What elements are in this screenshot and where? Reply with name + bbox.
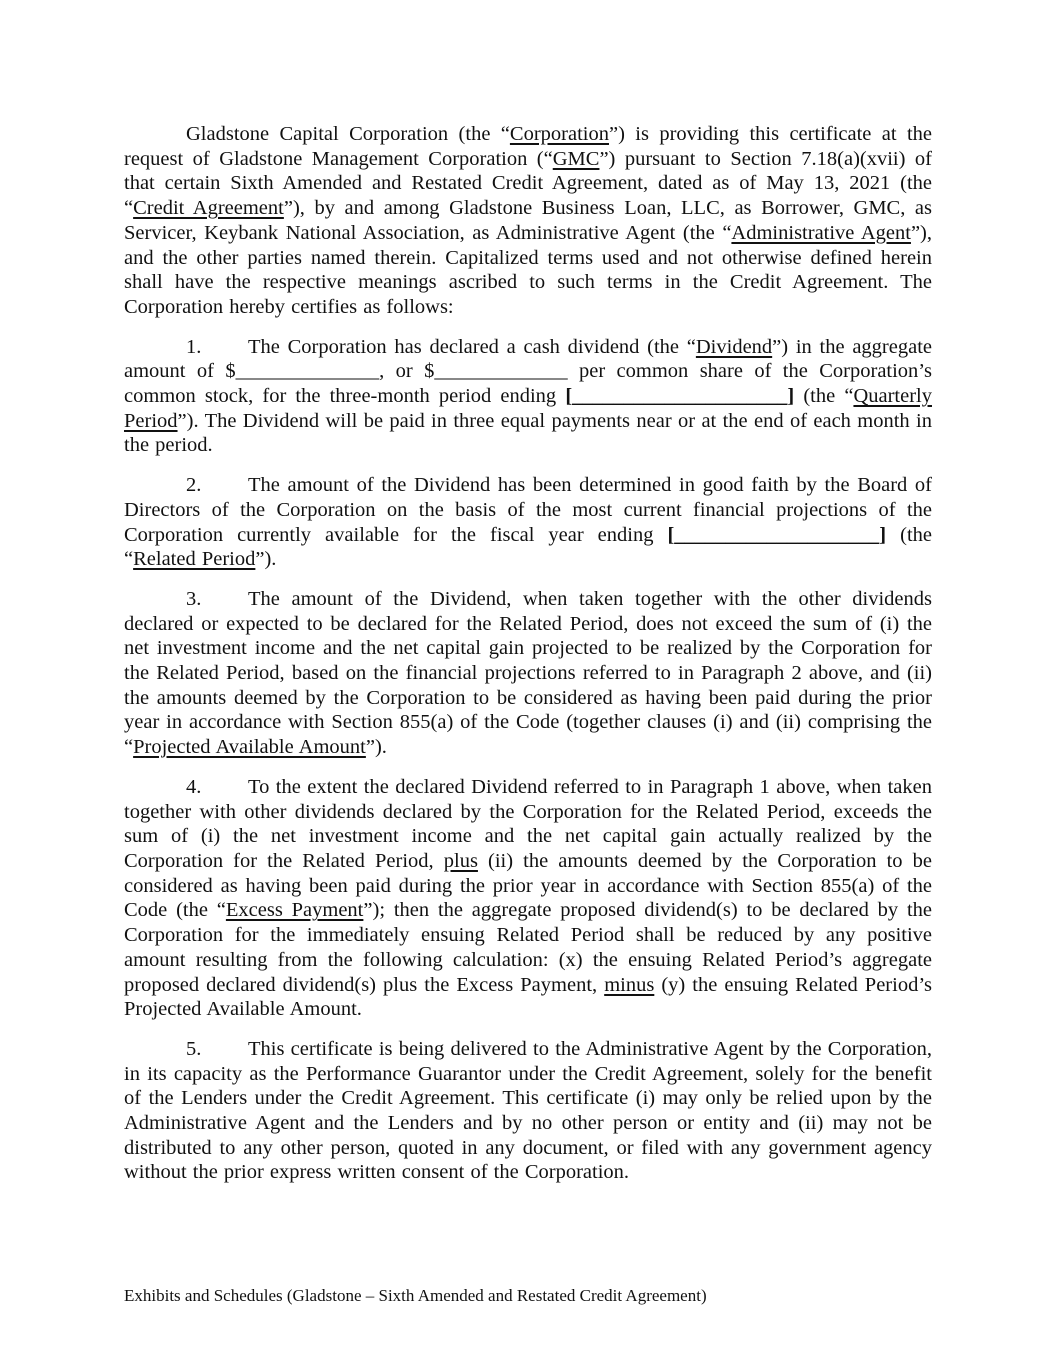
text-run: Administrative Agent — [731, 221, 911, 244]
text-run: ”), by and among Gladstone Business Loan, LLC, as Borrower, GMC, as Servicer, Keybank National Association, as Administrative Agent (the “ — [124, 197, 932, 244]
text-run: (the “ — [794, 385, 854, 408]
page-footer — [124, 1286, 707, 1306]
paragraph — [124, 335, 932, 459]
text-run: Projected Available Amount — [133, 736, 366, 759]
text-run: ”). The Dividend will be paid in three equal payments near or at the end of each month in the period. — [124, 409, 932, 457]
text-run: Corporation — [509, 123, 609, 145]
text-run: (y) the ensuing Related Period’s Projected Available Amount. — [124, 973, 933, 1021]
paragraph-number: 1. — [186, 335, 202, 358]
text-run: ”) is providing this certificate at the request of Gladstone Management Corporation (“ — [124, 123, 932, 170]
paragraph — [124, 473, 932, 572]
paragraph — [124, 587, 932, 760]
text-run: Credit Agreement — [133, 197, 284, 220]
text-run: ”) pursuant to Section 7.18(a)(xvii) of that certain Sixth Amended and Restated Credit Agreement, dated as of May 13, 2021 (the “ — [124, 147, 932, 220]
text-run: Gladstone Capital Corporation (the “ — [186, 123, 510, 145]
text-run: The amount of the Dividend, when taken together with the other dividends declared or expected to be declared for the Related Period, does not exceed the sum of (i) the net investment income and the net capital gain projected to be realized by the Corporation for the Related Period, based on the financial projections referred to in Paragraph 2 above, and (ii) the amounts deemed by the Corporation to be considered as having been paid during the prior year in accordance with Section 855(a) of the Code (together clauses (i) and (ii) comprising the “ — [124, 587, 932, 759]
document-body — [124, 122, 932, 1200]
text-run: The Corporation has declared a cash dividend (the “ — [248, 335, 696, 358]
text-run: To the extent the declared Dividend referred to in Paragraph 1 above, when taken together with other dividends declared by the Corporation for the Related Period, exceeds the sum of (i) the net investment income and the net capital gain actually realized by the Corporation for the Related Period, — [124, 775, 932, 872]
paragraph — [124, 1037, 932, 1185]
paragraph-number: 4. — [186, 775, 202, 798]
text-run: [____________________] — [667, 523, 887, 546]
paragraph — [124, 122, 932, 320]
text-run: This certificate is being delivered to the Administrative Agent by the Corporation, in its capacity as the Performance Guarantor under the Credit Agreement, solely for the benefit of the Lenders under the Credit Agreement. This certificate (i) may only be relied upon by the Administrative Agent and the Lenders and by no other person or entity and (ii) may not be distributed to any other person, quoted in any document, or filed with any government agency without the prior express written consent of the Corporation. — [124, 1037, 932, 1184]
text-run: plus — [443, 849, 478, 872]
footer-text: Exhibits and Schedules (Gladstone – Sixth Amended and Restated Credit Agreement) — [124, 1286, 707, 1305]
text-run: Excess Payment — [225, 899, 364, 922]
text-run: (ii) the amounts deemed by the Corporation to be considered as having been paid during the prior year in accordance with Section 855(a) of the Code (the “ — [124, 849, 932, 922]
text-run: Dividend — [695, 335, 773, 358]
text-run: ”) in the aggregate amount of $______________, or $_____________ per common share of the Corporation’s common stock, for the three-month period ending — [124, 335, 932, 408]
text-run: ”); then the aggregate proposed dividend(s) to be declared by the Corporation for the immediately ensuing Related Period shall be reduced by any positive amount resulting from the following calculation: (x) the ensuing Related Period’s aggregate proposed declared dividend(s) plus the Excess Payment, — [124, 899, 932, 996]
text-run: [_____________________] — [565, 385, 795, 408]
text-run: Related Period — [133, 548, 256, 571]
paragraph-number: 2. — [186, 474, 202, 497]
paragraph-number: 5. — [186, 1037, 202, 1060]
text-run: Quarterly Period — [124, 385, 932, 432]
text-run: minus — [604, 973, 655, 996]
paragraph-number: 3. — [186, 587, 202, 610]
text-run: ”), and the other parties named therein. Capitalized terms used and not otherwise defined herein shall have the respective meanings ascribed to such terms in the Credit Agreement. The Corporation hereby certifies as follows: — [124, 221, 933, 318]
text-run: GMC — [552, 147, 600, 170]
paragraph — [124, 775, 932, 1022]
text-run: (the “ — [124, 523, 932, 571]
text-run: ”). — [365, 736, 387, 759]
text-run: The amount of the Dividend has been determined in good faith by the Board of Directors of the Corporation on the basis of the most current financial projections of the Corporation currently available for the fiscal year ending — [124, 474, 932, 546]
text-run: ”). — [255, 548, 277, 571]
